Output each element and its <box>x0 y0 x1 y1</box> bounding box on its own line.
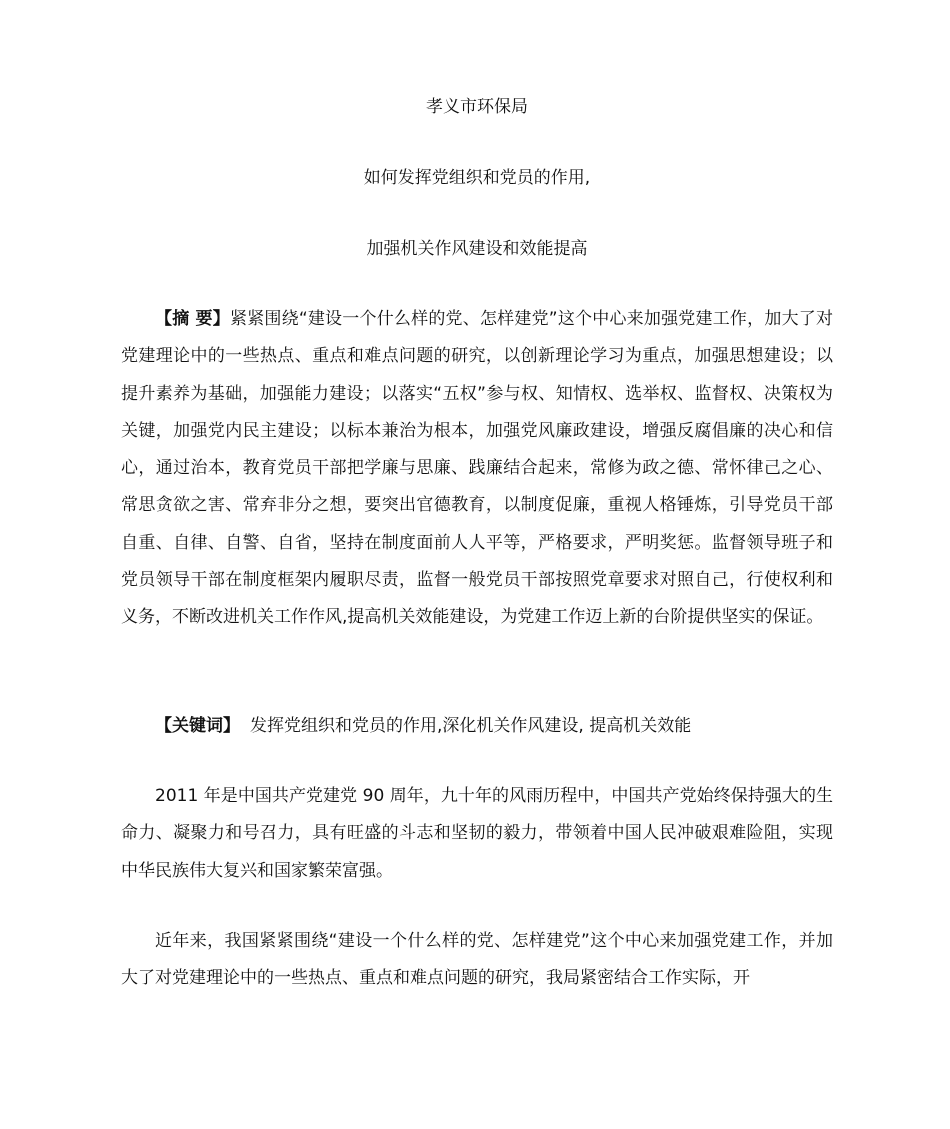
body-paragraph-2: 近年来，我国紧紧围绕“建设一个什么样的党、怎样建党”这个中心来加强党建工作，并加大了对党建理论中的一些热点、重点和难点问题的研究，我局紧密结合工作实际，开 <box>121 931 833 989</box>
keywords-paragraph <box>121 708 833 745</box>
organization-name: 孝义市环保局 <box>426 97 528 117</box>
body-paragraph-1: 2011 年是中国共产党建党 90 周年，九十年的风雨历程中，中国共产党始终保持强大的生命力、凝聚力和号召力，具有旺盛的斗志和坚韧的毅力，带领着中国人民冲破艰难险阻，实现中华民族伟大复兴和国家繁荣富强。 <box>121 786 833 881</box>
abstract-text: 紧紧围绕“建设一个什么样的党、怎样建党”这个中心来加强党建工作，加大了对党建理论中的一些热点、重点和难点问题的研究，以创新理论学习为重点，加强思想建设；以提升素养为基础，加强能力建设；以落实“五权”参与权、知情权、选举权、监督权、决策权为关键，加强党内民主建设；以标本兼治为根本，加强党风廉政建设，增强反腐倡廉的决心和信心，通过治本，教育党员干部把学廉与思廉、践廉结合起来，常修为政之德、常怀律己之心、常思贪欲之害、常弃非分之想，要突出官德教育，以制度促廉，重视人格锤炼，引导党员干部自重、自律、自警、自省，坚持在制度面前人人平等，严格要求，严明奖惩。监督领导班子和党员领导干部在制度框架内履职尽责，监督一般党员干部按照党章要求对照自己，行使权利和义务，不断改进机关工作作风,提高机关效能建设，为党建工作迈上新的台阶提供坚实的保证。 <box>121 309 833 628</box>
abstract-paragraph <box>121 301 833 637</box>
keywords-text: 发挥党组织和党员的作用,深化机关作风建设, 提高机关效能 <box>250 716 692 736</box>
document-title-line-1: 如何发挥党组织和党员的作用, <box>363 168 591 188</box>
abstract-label: 【摘 要】 <box>155 309 230 329</box>
document-title-line-2: 加强机关作风建设和效能提高 <box>366 239 588 259</box>
keywords-label: 【关键词】 <box>155 716 240 736</box>
